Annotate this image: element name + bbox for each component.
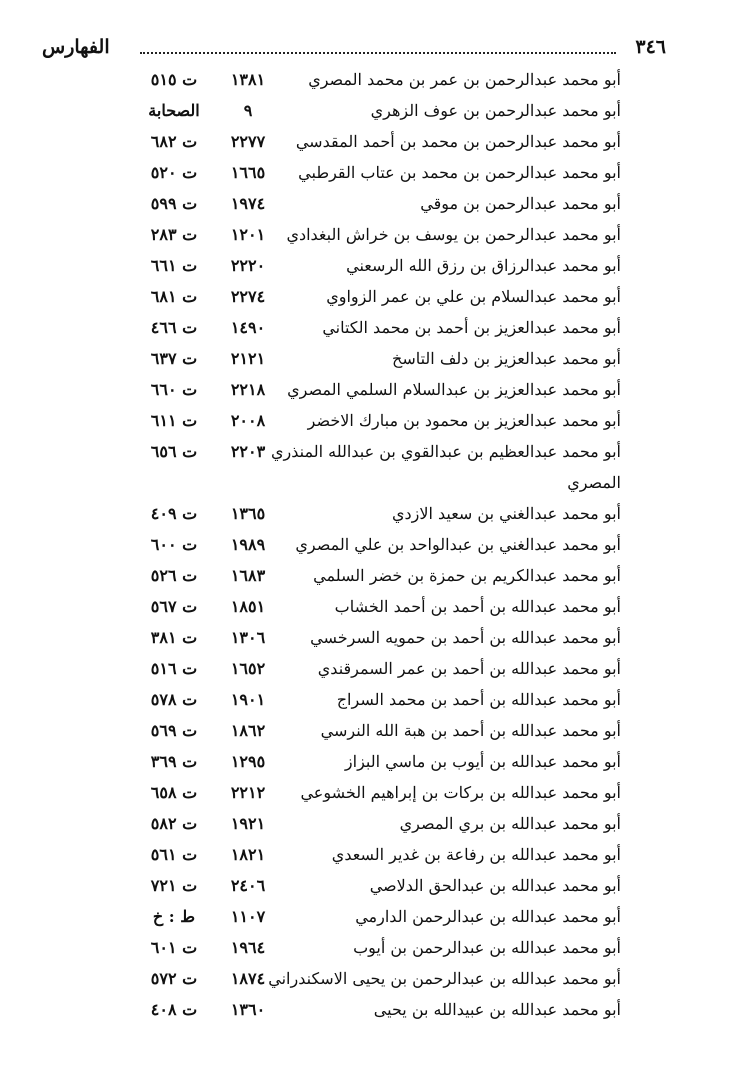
entry-name: أبو محمد عبدالله بن أحمد بن أحمد الخشاب [334, 597, 621, 616]
entry-death-date: ت ٣٨١ [150, 628, 198, 647]
entry-number: ٢٢٢٠ [230, 256, 266, 275]
entry-death-date: ت ٥٩٩ [150, 194, 198, 213]
entry-name: المصري [567, 473, 621, 492]
entry-name: أبو محمد عبدالله بن عبدالرحمن الدارمي [355, 907, 621, 926]
index-entry [0, 527, 746, 558]
index-entry [0, 155, 746, 186]
index-entry [0, 434, 746, 465]
index-entry [0, 341, 746, 372]
entry-number: ١٨٢١ [230, 845, 266, 864]
entry-death-date: ت ٧٢١ [150, 876, 198, 895]
entry-name: أبو محمد عبدالرحمن بن عمر بن محمد المصري [308, 70, 621, 89]
entry-death-date: ت ٤٦٦ [150, 318, 198, 337]
index-entry [0, 372, 746, 403]
section-title: الفهارس [42, 36, 110, 58]
index-entry [0, 868, 746, 899]
index-entry [0, 992, 746, 1023]
entry-name: أبو محمد عبدالله بن أحمد بن محمد السراج [336, 690, 621, 709]
index-entry [0, 961, 746, 992]
entry-number: ١٤٩٠ [230, 318, 266, 337]
entry-name: أبو محمد عبدالله بن أحمد بن حمويه السرخسي [310, 628, 621, 647]
entry-name: أبو محمد عبدالرحمن بن عوف الزهري [370, 101, 621, 120]
entry-number: ١٢٩٥ [230, 752, 266, 771]
index-entry [0, 837, 746, 868]
index-entry [0, 744, 746, 775]
entry-name: أبو محمد عبدالكريم بن حمزة بن خضر السلمي [313, 566, 621, 585]
entry-number: ١٩٧٤ [230, 194, 266, 213]
index-entry [0, 186, 746, 217]
entry-name: أبو محمد عبدالعزيز بن أحمد بن محمد الكتاني [322, 318, 621, 337]
index-entry [0, 589, 746, 620]
entry-number: ١٨٥١ [230, 597, 266, 616]
entry-number: ٢٤٠٦ [230, 876, 266, 895]
entry-death-date: ت ٥١٥ [150, 70, 198, 89]
entry-number: ٢٢١٢ [230, 783, 266, 802]
entry-death-date: ت ٥٧٢ [150, 969, 198, 988]
entry-name: أبو محمد عبدالعزيز بن محمود بن مبارك الاخضر [307, 411, 621, 430]
index-entry [0, 682, 746, 713]
entry-death-date: ت ٥٢٦ [150, 566, 198, 585]
index-entry [0, 651, 746, 682]
index-entry-continuation [0, 465, 746, 496]
entry-death-date: ت ٦٥٨ [150, 783, 198, 802]
entry-name: أبو محمد عبدالرحمن بن موقي [420, 194, 621, 213]
index-entry [0, 713, 746, 744]
entry-name: أبو محمد عبدالله بن بري المصري [399, 814, 621, 833]
entry-death-date: ت ٦٦١ [150, 256, 198, 275]
entry-number: ١٣٨١ [230, 70, 266, 89]
entry-number: ١٣٠٦ [230, 628, 266, 647]
index-entry [0, 620, 746, 651]
entry-number: ٢١٢١ [230, 349, 266, 368]
index-entry [0, 124, 746, 155]
index-entry [0, 93, 746, 124]
entry-number: ١٩٢١ [230, 814, 266, 833]
entry-name: أبو محمد عبدالله بن عبدالرحمن بن يحيى الاسكندراني [268, 969, 621, 988]
entry-number: ٩ [243, 101, 253, 120]
entry-death-date: ت ٥٧٨ [150, 690, 198, 709]
entry-name: أبو محمد عبدالله بن أحمد بن هبة الله النرسي [320, 721, 621, 740]
entry-number: ٢٢١٨ [230, 380, 266, 399]
entry-death-date: ت ٦٣٧ [150, 349, 198, 368]
entry-name: أبو محمد عبدالله بن عبدالرحمن بن أيوب [353, 938, 621, 957]
entry-death-date: ت ٦١١ [150, 411, 198, 430]
entry-death-date: ت ٤٠٨ [150, 1000, 198, 1019]
index-entry [0, 930, 746, 961]
entry-death-date: ت ٦٠٠ [150, 535, 198, 554]
entry-number: ١٨٦٢ [230, 721, 266, 740]
entry-death-date: ت ٢٨٣ [150, 225, 198, 244]
entry-number: ١٩٦٤ [230, 938, 266, 957]
entry-number: ١٩٨٩ [230, 535, 266, 554]
entry-name: أبو محمد عبدالرحمن بن محمد بن أحمد المقدسي [295, 132, 621, 151]
entry-name: أبو محمد عبدالله بن رفاعة بن غدير السعدي [331, 845, 621, 864]
entry-death-date: ت ٥١٦ [150, 659, 198, 678]
index-entry [0, 806, 746, 837]
entry-number: ١٢٠١ [230, 225, 266, 244]
entry-number: ١٨٧٤ [230, 969, 266, 988]
index-entry [0, 248, 746, 279]
entry-death-date: ت ٥٨٢ [150, 814, 198, 833]
entry-name: أبو محمد عبدالغني بن سعيد الازدي [391, 504, 621, 523]
entry-death-date: ت ٤٠٩ [150, 504, 198, 523]
entry-number: ١١٠٧ [230, 907, 266, 926]
index-entry [0, 775, 746, 806]
entry-name: أبو محمد عبدالرحمن بن محمد بن عتاب القرطبي [298, 163, 621, 182]
entry-death-date: ت ٦٥٦ [150, 442, 198, 461]
entry-death-date: ت ٦٨٢ [150, 132, 198, 151]
index-entries-list [0, 62, 746, 1023]
entry-number: ٢٢٠٣ [230, 442, 266, 461]
index-entry [0, 310, 746, 341]
entry-name: أبو محمد عبدالرزاق بن رزق الله الرسعني [346, 256, 621, 275]
entry-name: أبو محمد عبدالله بن بركات بن إبراهيم الخشوعي [300, 783, 621, 802]
index-entry [0, 217, 746, 248]
entry-number: ٢٢٧٧ [230, 132, 266, 151]
entry-death-date: ت ٦٦٠ [150, 380, 198, 399]
index-entry [0, 62, 746, 93]
entry-death-date: ت ٥٦١ [150, 845, 198, 864]
entry-number: ١٦٨٣ [230, 566, 266, 585]
entry-number: ١٣٦٠ [230, 1000, 266, 1019]
entry-number: ١٩٠١ [230, 690, 266, 709]
entry-number: ٢٠٠٨ [230, 411, 266, 430]
entry-number: ١٣٦٥ [230, 504, 266, 523]
entry-number: ٢٢٧٤ [230, 287, 266, 306]
index-entry [0, 279, 746, 310]
entry-name: أبو محمد عبدالله بن عبدالحق الدلاصي [369, 876, 621, 895]
entry-death-date: ت ٥٦٧ [150, 597, 198, 616]
entry-number: ١٦٦٥ [230, 163, 266, 182]
index-entry [0, 899, 746, 930]
entry-death-date: ت ٦٠١ [150, 938, 198, 957]
entry-name: أبو محمد عبدالله بن عبيدالله بن يحيى [373, 1000, 621, 1019]
entry-name: أبو محمد عبدالسلام بن علي بن عمر الزواوي [326, 287, 621, 306]
entry-death-date: ت ٦٨١ [150, 287, 198, 306]
index-entry [0, 496, 746, 527]
entry-number: ١٦٥٢ [230, 659, 266, 678]
entry-death-date: ط : خ [152, 907, 196, 926]
header-dot-leader [140, 52, 616, 54]
index-entry [0, 403, 746, 434]
entry-death-date: ت ٥٢٠ [150, 163, 198, 182]
page-number: ٣٤٦ [635, 36, 666, 58]
entry-name: أبو محمد عبدالعزيز بن عبدالسلام السلمي المصري [287, 380, 621, 399]
index-entry [0, 558, 746, 589]
entry-death-date: ت ٥٦٩ [150, 721, 198, 740]
entry-name: أبو محمد عبدالعزيز بن دلف التاسخ [391, 349, 621, 368]
entry-death-date: ت ٣٦٩ [150, 752, 198, 771]
entry-name: أبو محمد عبدالله بن أحمد بن عمر السمرقندي [317, 659, 621, 678]
entry-name: أبو محمد عبدالرحمن بن يوسف بن خراش البغدادي [286, 225, 621, 244]
entry-name: أبو محمد عبدالله بن أيوب بن ماسي البزاز [344, 752, 621, 771]
entry-name: أبو محمد عبدالعظيم بن عبدالقوي بن عبدالله المنذري [271, 442, 621, 461]
entry-death-date: الصحابة [148, 101, 200, 120]
entry-name: أبو محمد عبدالغني بن عبدالواحد بن علي المصري [295, 535, 621, 554]
